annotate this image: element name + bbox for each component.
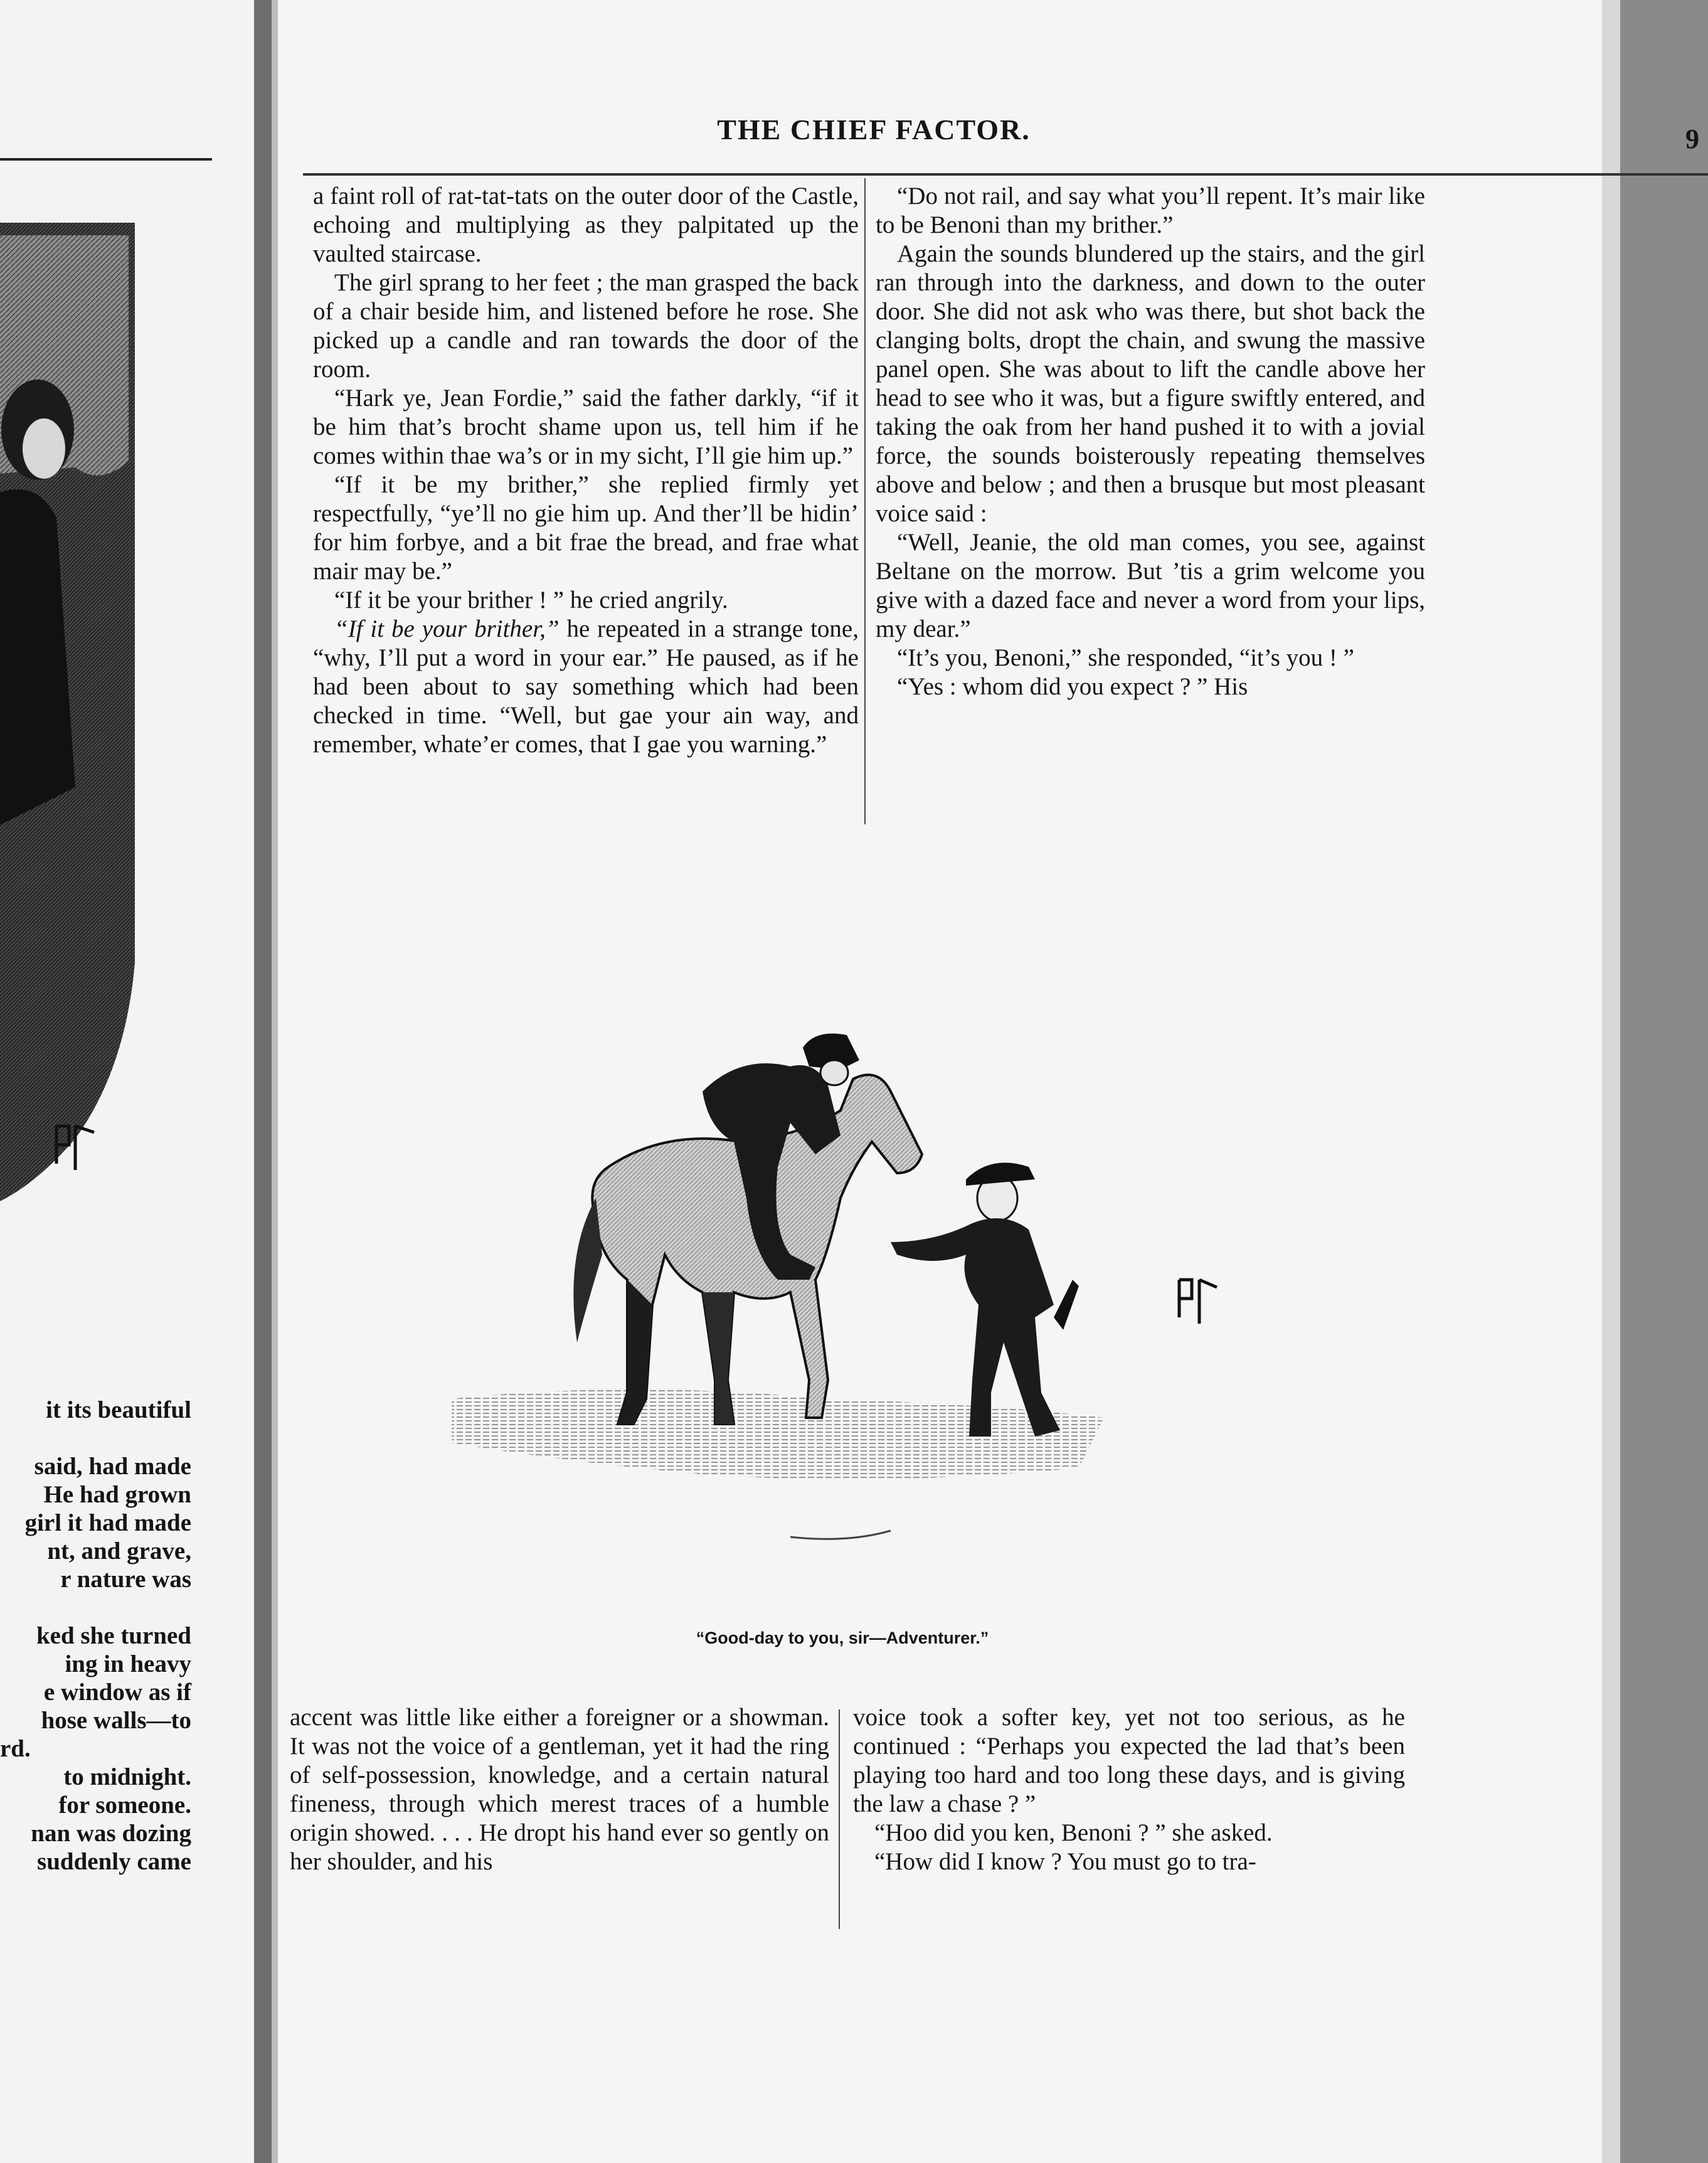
header-rule — [303, 173, 1708, 176]
paragraph: “Hark ye, Jean Fordie,” said the father darkly, “if it be him that’s brocht shame upon us, tell him if he comes within thae wa’s or in my sicht, I’ll gie him up.” — [313, 385, 859, 469]
paragraph: “How did I know ? You must go to tra- — [874, 1848, 1256, 1875]
fragment-line: nan was dozing — [31, 1820, 191, 1847]
signature-monogram — [1179, 1280, 1217, 1324]
fragment-line: girl it had made — [24, 1509, 191, 1536]
italic-quote: “If it be your brither,” — [334, 615, 560, 642]
fragment-line: e window as if — [43, 1679, 191, 1706]
fragment-line: rd. — [0, 1735, 31, 1762]
paragraph: “If it be my brither,” she replied firmly yet respectfully, “ye’ll no gie him up. And ther’ll be hidin’ for him forbye, and a bit frae the bread, and frae what mair may be.” — [313, 471, 859, 585]
page-edge — [1602, 0, 1620, 2163]
paragraph — [313, 615, 859, 759]
previous-page-strip — [0, 0, 254, 2163]
paragraph: “Yes : whom did you expect ? ” His — [897, 673, 1248, 700]
previous-page-portrait-illustration — [0, 223, 138, 1245]
column-divider — [864, 178, 866, 824]
paragraph: “It’s you, Benoni,” she responded, “it’s you ! ” — [897, 644, 1354, 671]
fragment-line: ing in heavy — [65, 1650, 191, 1677]
book-gutter-edge — [272, 0, 278, 2163]
running-title: THE CHIEF FACTOR. — [717, 114, 1031, 146]
book-gutter — [254, 0, 272, 2163]
paragraph: “Hoo did you ken, Benoni ? ” she asked. — [874, 1819, 1273, 1846]
paragraph: “Well, Jeanie, the old man comes, you see, against Beltane on the morrow. But ’tis a grim welcome you give with a dazed face and never a word from your lips, my dear.” — [876, 529, 1425, 642]
fragment-line: to midnight. — [63, 1763, 191, 1790]
paragraph: accent was little like either a foreigner or a showman. It was not the voice of a gentleman, yet it had the ring of self-possession, knowledge, and a certain natural fineness, through which merest traces of a humble origin showed. . . . He dropt his hand ever so gently on her shoulder, and his — [290, 1704, 829, 1875]
horseman-illustration — [439, 903, 1254, 1597]
text-column-bottom-right — [853, 1703, 1405, 1876]
fragment-line: nt, and grave, — [47, 1538, 191, 1565]
text-column-bottom-left — [290, 1703, 829, 1876]
fragment-line: for someone. — [58, 1792, 191, 1819]
running-head — [278, 113, 1620, 146]
previous-page-head-rule — [0, 158, 212, 161]
fragment-line: r nature was — [60, 1566, 191, 1593]
paragraph: “If it be your brither ! ” he cried angrily. — [334, 587, 728, 614]
fragment-line: He had grown — [43, 1481, 191, 1508]
text-column-top-left — [313, 182, 859, 759]
fragment-line: said, had made — [34, 1453, 191, 1480]
paragraph: a faint roll of rat-tat-tats on the outer door of the Castle, echoing and multiplying as they palpitated up the vaulted staircase. — [313, 183, 859, 267]
paragraph-text: he repeated in a strange tone, “why, I’ll put a word in your ear.” He paused, as if he had been about to say something which had been checked in time. “Well, but gae your ain way, and remember, whate’er comes, that I gae you warning.” — [313, 615, 859, 758]
fragment-line: it its beautiful — [46, 1396, 191, 1423]
paragraph: Again the sounds blundered up the stairs, and the girl ran through into the darkness, and down to the outer door. She did not ask who was there, but shot back the clanging bolts, dropt the chain, and swung the massive panel open. She was about to lift the candle above her head to see who it was, but a figure swiftly entered, and taking the oak from her hand pushed it to with a jovial force, the sounds boisterously repeating themselves above and below ; and then a brusque but most pleasant voice said : — [876, 240, 1425, 527]
illustration-caption: “Good-day to you, sir—Adventurer.” — [696, 1629, 989, 1647]
page-number: 9 — [1685, 124, 1699, 154]
fragment-line: suddenly came — [37, 1848, 191, 1875]
text-column-top-right — [876, 182, 1425, 701]
paragraph: “Do not rail, and say what you’ll repent. It’s mair like to be Benoni than my brither.” — [876, 183, 1425, 238]
paragraph: voice took a softer key, yet not too serious, as he continued : “Perhaps you expected the lad that’s been playing too hard and too long these days, and is giving the law a chase ? ” — [853, 1704, 1405, 1817]
paragraph: The girl sprang to her feet ; the man grasped the back of a chair beside him, and listened before he rose. She picked up a candle and ran towards the door of the room. — [313, 269, 859, 383]
fragment-line: hose walls—to — [41, 1707, 191, 1734]
column-divider — [839, 1709, 840, 1929]
fragment-line: ked she turned — [36, 1622, 191, 1649]
